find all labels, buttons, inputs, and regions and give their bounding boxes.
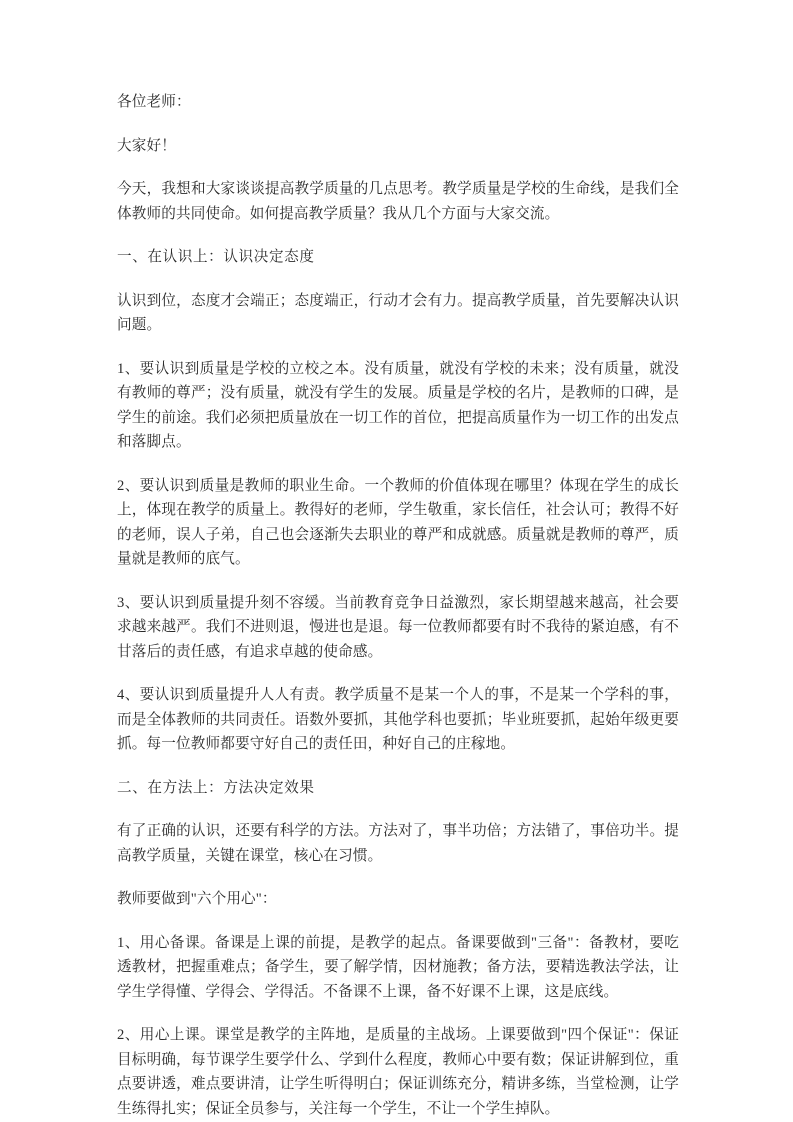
paragraph-point-1-2: 2、要认识到质量是教师的职业生命。一个教师的价值体现在哪里？体现在学生的成长上，体现在教学的质量上。教得好的老师，学生敬重，家长信任，社会认可；教得不好的老师，误人子弟，自己也会逐渐失去职业的尊严和成就感。质量就是教师的尊严，质量就是教师的底气。 [117,477,679,567]
paragraph-six-mindfulness-lead-in: 教师要做到"六个用心"： [117,891,277,907]
section-heading-two: 二、在方法上：方法决定效果 [117,779,315,796]
paragraph-section-two-lead: 有了正确的认识，还要有科学的方法。方法对了，事半功倍；方法错了，事倍功半。提高教学质量，关键在课堂，核心在习惯。 [117,823,679,864]
document-body [117,90,679,1121]
paragraph-greeting: 大家好！ [117,137,176,154]
paragraph-point-1-3: 3、要认识到质量提升刻不容缓。当前教育竞争日益激烈，家长期望越来越高，社会要求越来越严。我们不进则退，慢进也是退。每一位教师都要有时不我待的紧迫感，有不甘落后的责任感，有追求卓越的使命感。 [117,594,679,660]
paragraph-point-2-2: 2、用心上课。课堂是教学的主阵地，是质量的主战场。上课要做到"四个保证"：保证目标明确，每节课学生要学什么、学到什么程度，教师心中要有数；保证讲解到位，重点要讲透，难点要讲清，让学生听得明白；保证训练充分，精讲多练，当堂检测，让学生练得扎实；保证全员参与，关注每一个学生，不让一个学生掉队。 [117,1027,679,1117]
paragraph-introduction: 今天，我想和大家谈谈提高教学质量的几点思考。教学质量是学校的生命线，是我们全体教师的共同使命。如何提高教学质量？我从几个方面与大家交流。 [117,181,679,222]
paragraph-section-one-lead: 认识到位，态度才会端正；态度端正，行动才会有力。提高教学质量，首先要解决认识问题。 [117,292,679,333]
section-heading-one: 一、在认识上：认识决定态度 [117,249,315,265]
paragraph-point-2-1: 1、用心备课。备课是上课的前提，是教学的起点。备课要做到"三备"：备教材，要吃透教材，把握重难点；备学生，要了解学情，因材施教；备方法，要精选教法学法，让学生学得懂、学得会、学得活。不备课不上课，备不好课不上课，这是底线。 [117,934,679,1000]
paragraph-salutation: 各位老师： [117,94,191,110]
paragraph-point-1-1: 1、要认识到质量是学校的立校之本。没有质量，就没有学校的未来；没有质量，就没有教师的尊严；没有质量，就没有学生的发展。质量是学校的名片，是教师的口碑，是学生的前途。我们必须把质量放在一切工作的首位，把提高质量作为一切工作的出发点和落脚点。 [117,360,679,450]
paragraph-point-1-4: 4、要认识到质量提升人人有责。教学质量不是某一个人的事，不是某一个学科的事，而是全体教师的共同责任。语数外要抓，其他学科也要抓；毕业班要抓，起始年级更要抓。每一位教师都要守好自己的责任田，种好自己的庄稼地。 [117,687,679,752]
